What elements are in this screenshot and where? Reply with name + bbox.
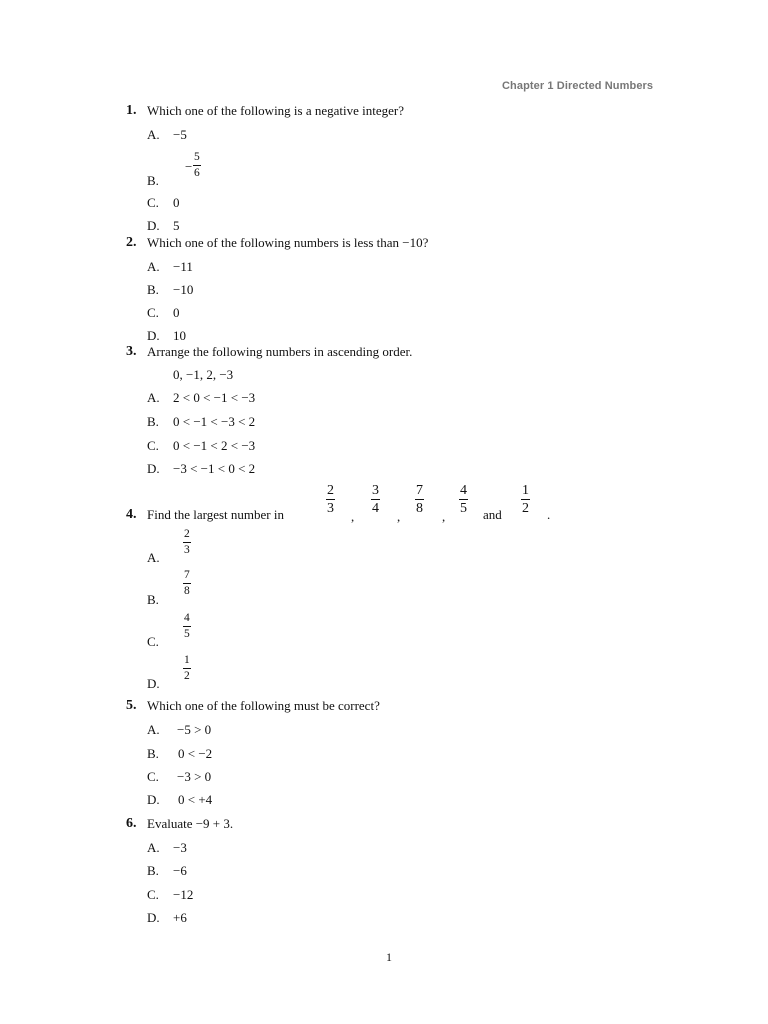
q4-option-d-numerator: 1 <box>183 655 191 669</box>
q4-stem-fraction-2-denominator: 4 <box>372 501 379 516</box>
q6-option-b-value: −6 <box>173 863 187 878</box>
q6-option-c-value: −12 <box>173 887 194 902</box>
page-number: 1 <box>386 950 392 964</box>
question-2-number: 2. <box>126 235 137 250</box>
q1-option-b-denominator: 6 <box>194 166 200 179</box>
q5-option-a-letter: A. <box>147 722 160 737</box>
q4-stem-fraction-4 <box>459 484 468 516</box>
q4-option-d-letter: D. <box>147 676 160 691</box>
q5-option-b-letter: B. <box>147 746 159 761</box>
q1-option-b-sign: − <box>185 159 193 174</box>
q6-option-a-value: −3 <box>173 840 187 855</box>
q4-option-c-denominator: 5 <box>184 627 190 640</box>
q4-stem-separator-4: and <box>483 507 502 522</box>
q4-option-a-letter: A. <box>147 550 160 565</box>
q4-stem-fraction-4-numerator: 4 <box>460 483 467 498</box>
q2-option-a-letter: A. <box>147 259 160 274</box>
q3-option-c-value: 0 < −1 < 2 < −3 <box>173 438 256 453</box>
q3-option-d-value: −3 < −1 < 0 < 2 <box>173 461 256 476</box>
q3-option-b-letter: B. <box>147 414 159 429</box>
q3-option-d-letter: D. <box>147 461 160 476</box>
q4-stem-fraction-3-numerator: 7 <box>416 483 423 498</box>
q1-option-c-letter: C. <box>147 195 159 210</box>
q1-option-b-fraction <box>193 152 201 179</box>
q2-option-b-value: −10 <box>173 282 194 297</box>
q3-option-c-letter: C. <box>147 438 159 453</box>
question-2-text: Which one of the following numbers is less than −10? <box>147 235 429 250</box>
q4-option-b-denominator: 8 <box>184 584 190 597</box>
q5-option-c-value: −3 > 0 <box>177 769 212 784</box>
q4-option-b-letter: B. <box>147 592 159 607</box>
q2-option-c-letter: C. <box>147 305 159 320</box>
q4-stem-fraction-2-numerator: 3 <box>372 483 379 498</box>
question-3-text: Arrange the following numbers in ascending order. <box>147 344 413 359</box>
question-4-number: 4. <box>126 507 137 522</box>
question-5-number: 5. <box>126 698 137 713</box>
q4-option-d-fraction <box>183 655 191 682</box>
q1-option-d-letter: D. <box>147 218 160 233</box>
q4-option-a-fraction <box>183 529 191 556</box>
q4-option-c-numerator: 4 <box>183 613 191 627</box>
q6-option-d-letter: D. <box>147 910 160 925</box>
q2-option-b-letter: B. <box>147 282 159 297</box>
q4-option-d-denominator: 2 <box>184 669 190 682</box>
q4-stem-fraction-3 <box>415 484 424 516</box>
q6-option-c-letter: C. <box>147 887 159 902</box>
q2-option-d-value: 10 <box>173 328 186 343</box>
q2-option-d-letter: D. <box>147 328 160 343</box>
q4-option-b-numerator: 7 <box>183 570 191 584</box>
q3-option-a-value: 2 < 0 < −1 < −3 <box>173 390 256 405</box>
q4-stem-separator-1: , <box>351 509 355 524</box>
q4-stem-separator-3: , <box>442 509 446 524</box>
q4-option-c-letter: C. <box>147 634 159 649</box>
q4-stem-separator-5: . <box>547 507 551 522</box>
q1-option-a-value: −5 <box>173 127 187 142</box>
question-3-number: 3. <box>126 344 137 359</box>
q2-option-c-value: 0 <box>173 305 180 320</box>
q4-stem-fraction-1-numerator: 2 <box>327 483 334 498</box>
q6-option-d-value: +6 <box>173 910 187 925</box>
q2-option-a-value: −11 <box>173 259 193 274</box>
q4-stem-fraction-5-numerator: 1 <box>522 483 529 498</box>
q4-stem-separator-2: , <box>397 509 401 524</box>
q5-option-a-value: −5 > 0 <box>177 722 212 737</box>
q4-option-a-denominator: 3 <box>184 543 190 556</box>
q4-stem-fraction-5 <box>521 484 530 516</box>
q1-option-a-letter: A. <box>147 127 160 142</box>
q5-option-d-letter: D. <box>147 792 160 807</box>
q4-stem-fraction-4-denominator: 5 <box>460 501 467 516</box>
question-3-number-list: 0, −1, 2, −3 <box>173 367 234 382</box>
q1-option-b-letter: B. <box>147 173 159 188</box>
question-1-text: Which one of the following is a negative integer? <box>147 103 405 118</box>
question-6-text: Evaluate −9 + 3. <box>147 816 234 831</box>
q5-option-b-value: 0 < −2 <box>178 746 213 761</box>
q5-option-c-letter: C. <box>147 769 159 784</box>
question-5-text: Which one of the following must be correct? <box>147 698 380 713</box>
question-6-number: 6. <box>126 816 137 831</box>
chapter-header: Chapter 1 Directed Numbers <box>502 80 654 92</box>
question-1-number: 1. <box>126 103 137 118</box>
q6-option-b-letter: B. <box>147 863 159 878</box>
q1-option-d-value: 5 <box>173 218 180 233</box>
q6-option-a-letter: A. <box>147 840 160 855</box>
q1-option-c-value: 0 <box>173 195 180 210</box>
q1-option-b-numerator: 5 <box>193 152 201 166</box>
q4-stem-fraction-1 <box>326 484 335 516</box>
q4-option-c-fraction <box>183 613 191 640</box>
q4-stem-fraction-5-denominator: 2 <box>522 501 529 516</box>
q3-option-b-value: 0 < −1 < −3 < 2 <box>173 414 256 429</box>
q5-option-d-value: 0 < +4 <box>178 792 213 807</box>
q4-stem-fraction-3-denominator: 8 <box>416 501 423 516</box>
question-4-text: Find the largest number in <box>147 507 284 522</box>
q4-stem-fraction-2 <box>371 484 380 516</box>
q3-option-a-letter: A. <box>147 390 160 405</box>
q4-option-a-numerator: 2 <box>183 529 191 543</box>
q4-option-b-fraction <box>183 570 191 597</box>
q4-stem-fraction-1-denominator: 3 <box>327 501 334 516</box>
